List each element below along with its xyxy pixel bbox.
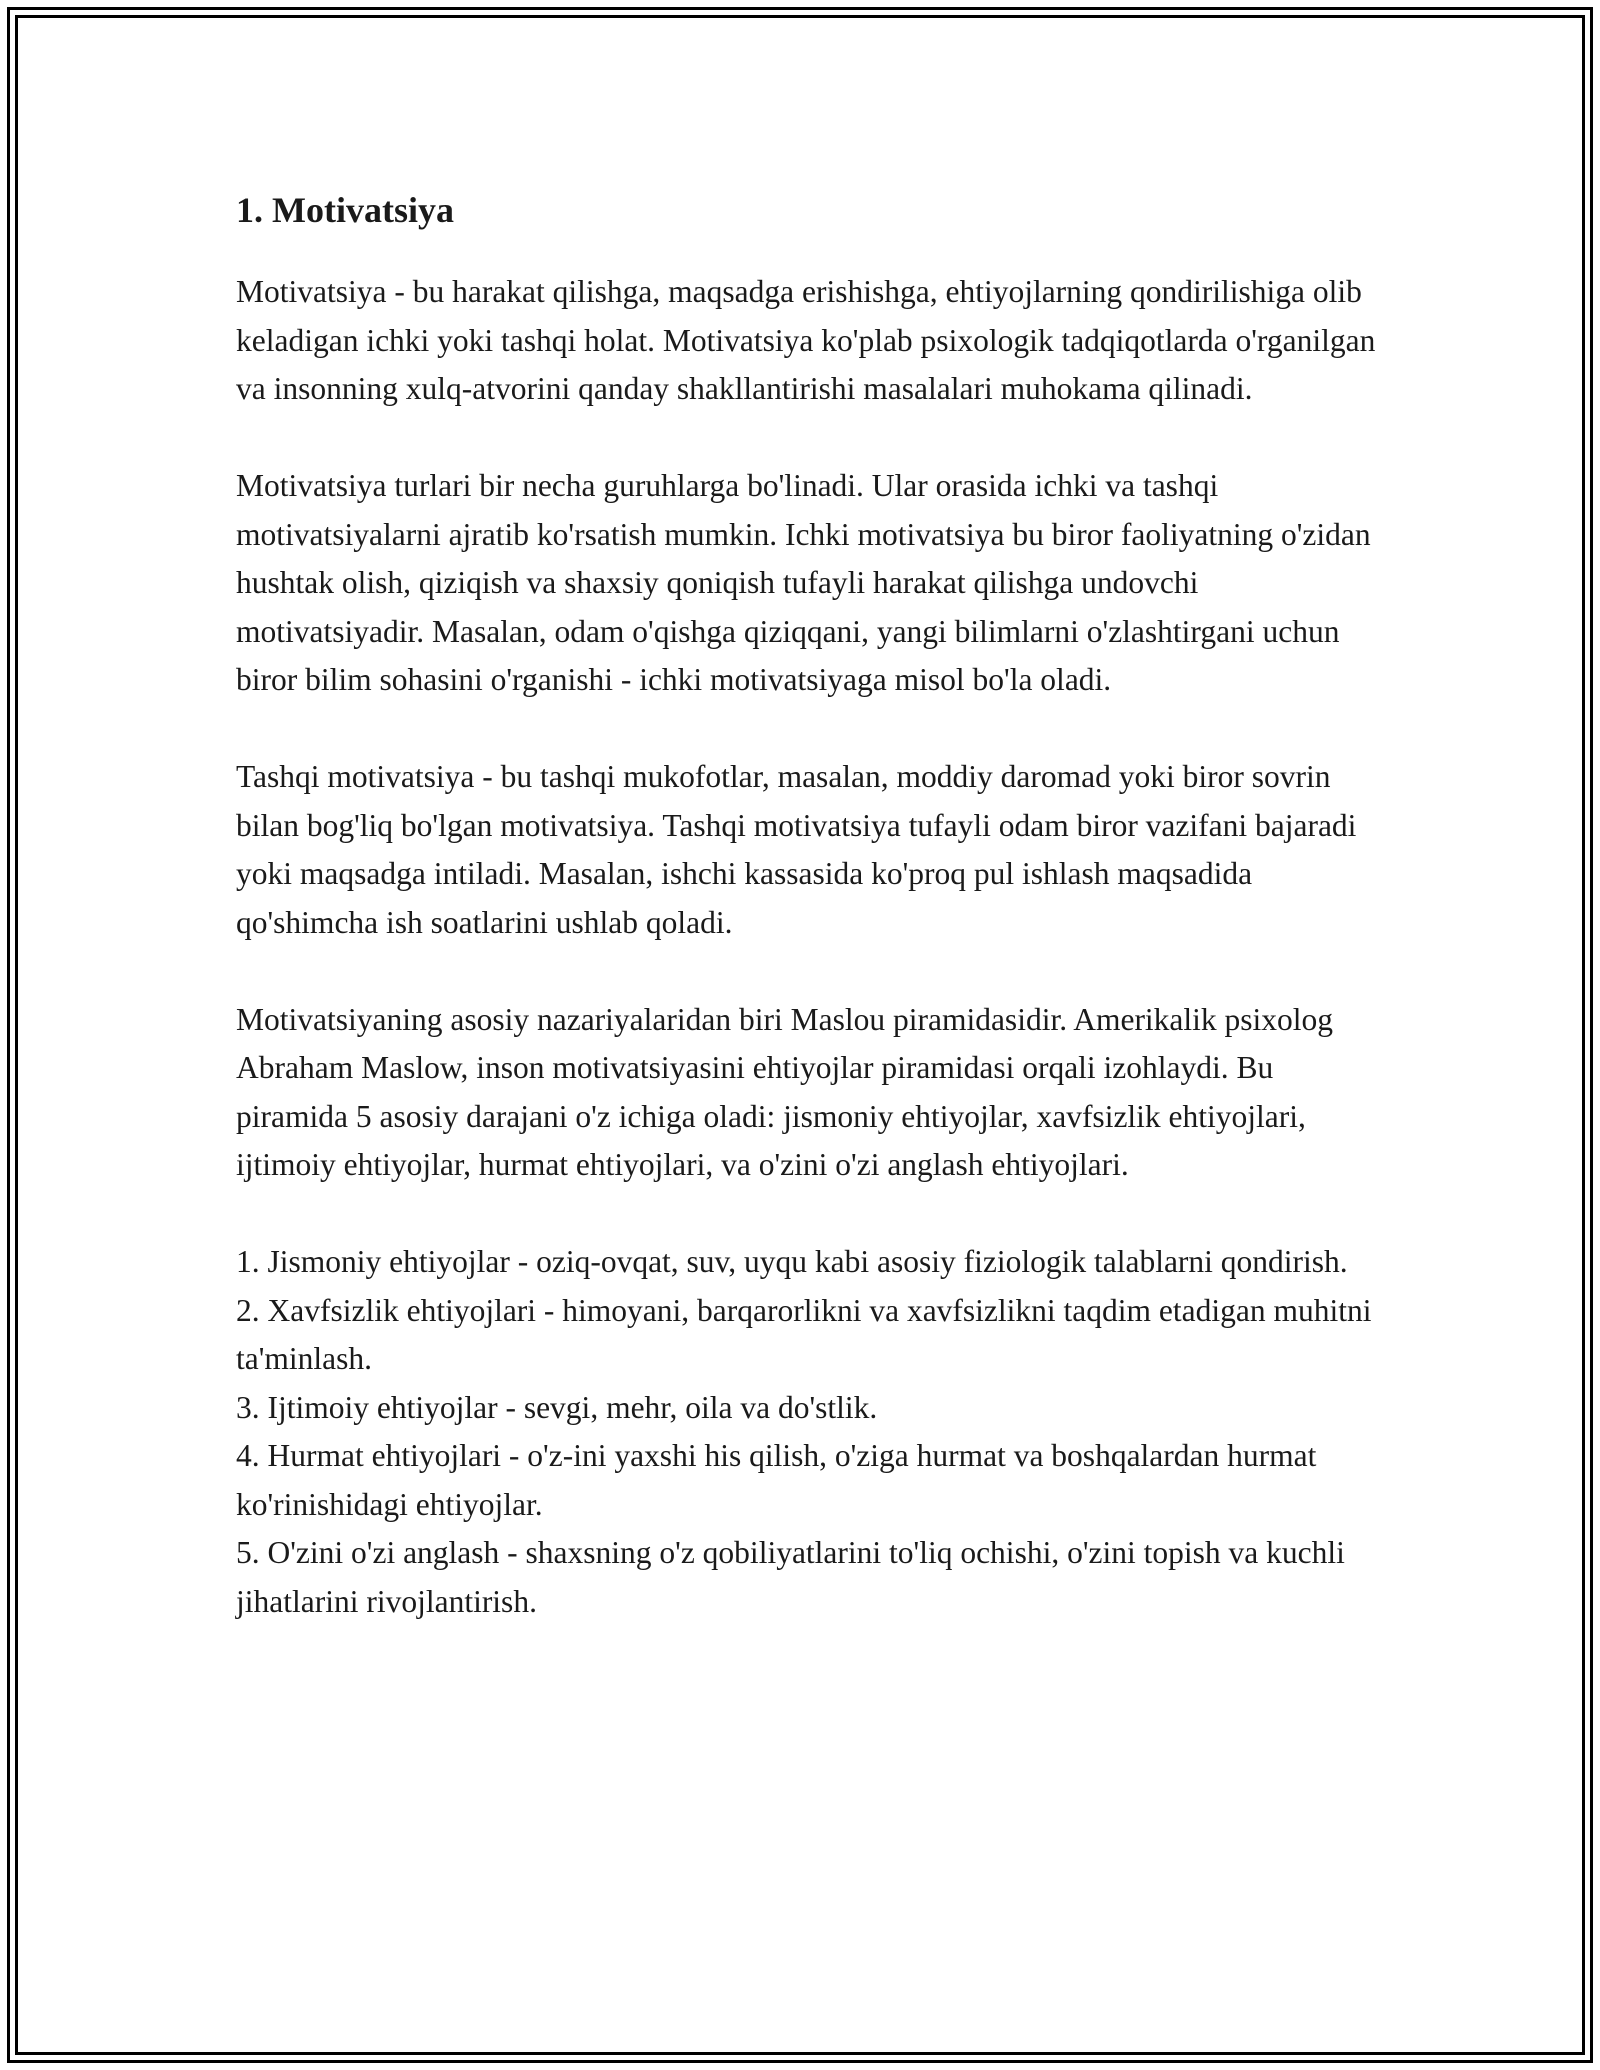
list-item: 2. Xavfsizlik ehtiyojlari - himoyani, barqarorlikni va xavfsizlikni taqdim etadigan muhitni ta'minlash. [236,1292,1372,1376]
list-item: 4. Hurmat ehtiyojlari - o'z-ini yaxshi his qilish, o'ziga hurmat va boshqalardan hurmat ko'rinishidagi ehtiyojlar. [236,1438,1317,1522]
section-heading: 1. Motivatsiya [236,190,454,230]
needs-list [236,1238,1386,1626]
list-item: 5. O'zini o'zi anglash - shaxsning o'z qobiliyatlarini to'liq ochishi, o'zini topish va kuchli jihatlarini rivojlantirish. [236,1535,1345,1619]
paragraph-internal-motivation: Motivatsiya turlari bir necha guruhlarga bo'linadi. Ular orasida ichki va tashqi motivatsiyalarni ajratib ko'rsatish mumkin. Ichki motivatsiya bu biror faoliyatning o'zidan hushtak olish, qiziqish va shaxsiy qoniqish tufayli harakat qilishga undovchi motivatsiyadir. Masalan, odam o'qishga qiziqqani, yangi bilimlarni o'zlashtirgani uchun biror bilim sohasini o'rganishi - ichki motivatsiyaga misol bo'la oladi. [236,468,1371,697]
paragraph-definition: Motivatsiya - bu harakat qilishga, maqsadga erishishga, ehtiyojlarning qondirilishiga olib keladigan ichki yoki tashqi holat. Motivatsiya ko'plab psixologik tadqiqotlarda o'rganilgan va insonning xulq-atvorini qanday shakllantirishi masalalari muhokama qilinadi. [236,274,1376,406]
list-item: 1. Jismoniy ehtiyojlar - oziq-ovqat, suv, uyqu kabi asosiy fiziologik talablarni qondirish. [236,1244,1348,1279]
paragraph-maslow-pyramid: Motivatsiyaning asosiy nazariyalaridan biri Maslou piramidasidir. Amerikalik psixolog Abraham Maslow, inson motivatsiyasini ehtiyojlar piramidasi orqali izohlaydi. Bu piramida 5 asosiy darajani o'z ichiga oladi: jismoniy ehtiyojlar, xavfsizlik ehtiyojlari, ijtimoiy ehtiyojlar, hurmat ehtiyojlari, va o'zini o'zi anglash ehtiyojlari. [236,1001,1334,1182]
document-body [236,186,1386,1626]
paragraph-external-motivation: Tashqi motivatsiya - bu tashqi mukofotlar, masalan, moddiy daromad yoki biror sovrin bilan bog'liq bo'lgan motivatsiya. Tashqi motivatsiya tufayli odam biror vazifani bajaradi yoki maqsadga intiladi. Masalan, ishchi kassasida ko'proq pul ishlash maqsadida qo'shimcha ish soatlarini ushlab qoladi. [236,759,1357,940]
list-item: 3. Ijtimoiy ehtiyojlar - sevgi, mehr, oila va do'stlik. [236,1389,878,1425]
